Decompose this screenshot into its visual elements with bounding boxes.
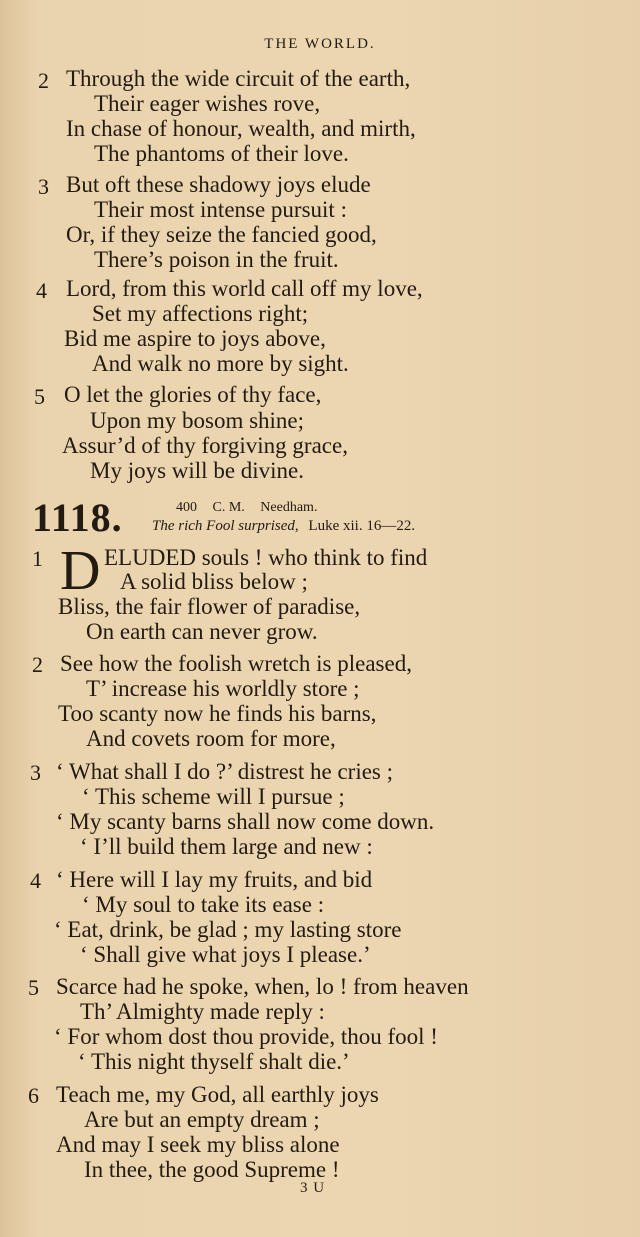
stanza-number: 4 [30,868,41,893]
stanza-number: 2 [38,68,49,93]
verse-line: Bliss, the fair flower of paradise, [58,594,361,619]
verse-line: Through the wide circuit of the earth, [66,66,411,91]
verse-line: And covets room for more, [86,726,336,751]
stanza-number: 2 [32,652,43,677]
verse-line: ELUDED souls ! who think to find [104,545,428,570]
hymn-number: 1118. [32,495,123,540]
page-header: THE WORLD. [264,36,376,52]
author: Needham. [260,500,318,515]
verse-line: O let the glories of thy face, [64,382,322,407]
verse-line: ‘ This night thyself shalt die.’ [78,1049,350,1074]
verse-line: Teach me, my God, all earthly joys [56,1082,379,1107]
verse-line: ‘ What shall I do ?’ distrest he cries ; [56,759,394,784]
verse-line: Lord, from this world call off my love, [66,276,423,301]
verse-line: See how the foolish wretch is pleased, [60,651,412,676]
verse-line: ‘ This scheme will I pursue ; [82,784,345,809]
verse-line: The phantoms of their love. [94,141,349,166]
verse-line: ‘ I’ll build them large and new : [80,834,373,859]
verse-line: And may I seek my bliss alone [56,1132,340,1157]
stanza-number: 6 [28,1083,39,1108]
verse-line: And walk no more by sight. [92,351,349,376]
verse-line: Or, if they seize the fancied good, [66,222,377,247]
hymn-subject: The rich Fool surprised, [152,518,299,534]
stanza-number: 3 [38,174,49,199]
verse-line: ‘ My soul to take its ease : [82,892,325,917]
verse-line: ‘ Shall give what joys I please.’ [80,942,371,967]
meter: C. M. [212,500,245,515]
verse-line: In chase of honour, wealth, and mirth, [66,116,416,141]
signature-mark: 3 U [300,1180,326,1196]
tune-number: 400 [176,500,197,515]
verse-line: Their eager wishes rove, [94,91,321,116]
verse-line: A solid bliss below ; [120,569,308,594]
hymn-reference [152,518,415,535]
verse-line: But oft these shadowy joys elude [66,172,371,197]
verse-line: Upon my bosom shine; [90,408,305,433]
stanza-number: 4 [36,278,47,303]
stanza-number: 3 [30,760,41,785]
verse-line: Set my affections right; [92,301,309,326]
verse-line: There’s poison in the fruit. [94,247,339,272]
verse-line: T’ increase his worldly store ; [86,676,360,701]
verse-line: Bid me aspire to joys above, [64,326,326,351]
stanza-number: 5 [28,975,39,1000]
verse-line: ‘ My scanty barns shall now come down. [56,809,435,834]
verse-line: Assur’d of thy forgiving grace, [62,433,348,458]
verse-line: My joys will be divine. [90,458,305,483]
verse-line: Th’ Almighty made reply : [80,999,325,1024]
verse-line: Their most intense pursuit : [94,197,347,222]
verse-line: On earth can never grow. [86,619,318,644]
stanza-number: 1 [32,546,43,571]
hymn-meta [176,500,329,516]
verse-line: Scarce had he spoke, when, lo ! from heaven [56,974,469,999]
drop-cap: D [60,540,101,602]
verse-line: ‘ For whom dost thou provide, thou fool ! [54,1024,438,1049]
scripture-reference: Luke xii. 16—22. [308,518,416,534]
stanza-number: 5 [34,384,45,409]
verse-line: Too scanty now he finds his barns, [58,701,377,726]
verse-line: ‘ Eat, drink, be glad ; my lasting store [54,917,402,942]
verse-line: Are but an empty dream ; [84,1107,320,1132]
verse-line: In thee, the good Supreme ! [84,1157,340,1182]
verse-line: ‘ Here will I lay my fruits, and bid [56,867,373,892]
